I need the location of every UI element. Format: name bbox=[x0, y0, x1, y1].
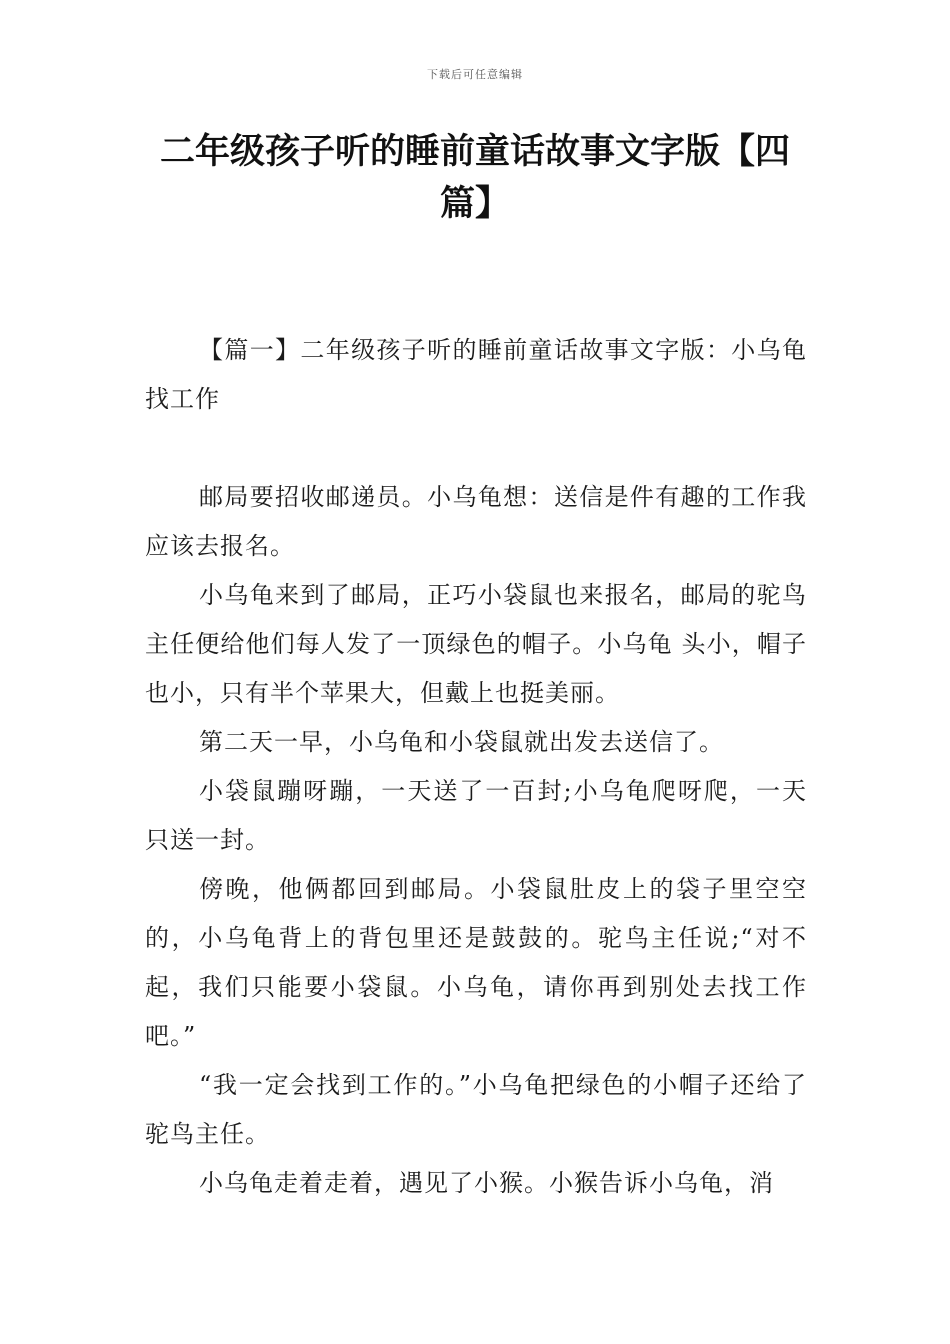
paragraph: 邮局要招收邮递员。小乌龟想：送信是件有趣的工作我应该去报名。 bbox=[145, 483, 807, 560]
paragraph: 小乌龟来到了邮局，正巧小袋鼠也来报名，邮局的驼鸟主任便给他们每人发了一顶绿色的帽子。小乌龟 头小，帽子也小，只有半个苹果大，但戴上也挺美丽。 bbox=[145, 581, 807, 707]
paragraph: 小乌龟走着走着，遇见了小猴。小猴告诉小乌龟，消 bbox=[199, 1169, 774, 1197]
paragraph: 小袋鼠蹦呀蹦，一天送了一百封;小乌龟爬呀爬，一天只送一封。 bbox=[145, 777, 807, 854]
paragraph: 第二天一早，小乌龟和小袋鼠就出发去送信了。 bbox=[199, 728, 724, 756]
document-title: 二年级孩子听的睡前童话故事文字版【四篇】 bbox=[159, 132, 790, 224]
document-body bbox=[145, 326, 807, 1208]
header-note: 下载后可任意编辑 bbox=[427, 68, 523, 81]
paragraph: 傍晚，他俩都回到邮局。小袋鼠肚皮上的袋子里空空的，小乌龟背上的背包里还是鼓鼓的。驼鸟主任说;“对不起，我们只能要小袋鼠。小乌龟，请你再到别处去找工作吧。” bbox=[145, 875, 807, 1050]
section-heading: 【篇一】二年级孩子听的睡前童话故事文字版：小乌龟找工作 bbox=[145, 336, 807, 413]
paragraph: “我一定会找到工作的。”小乌龟把绿色的小帽子还给了驼鸟主任。 bbox=[145, 1071, 807, 1148]
